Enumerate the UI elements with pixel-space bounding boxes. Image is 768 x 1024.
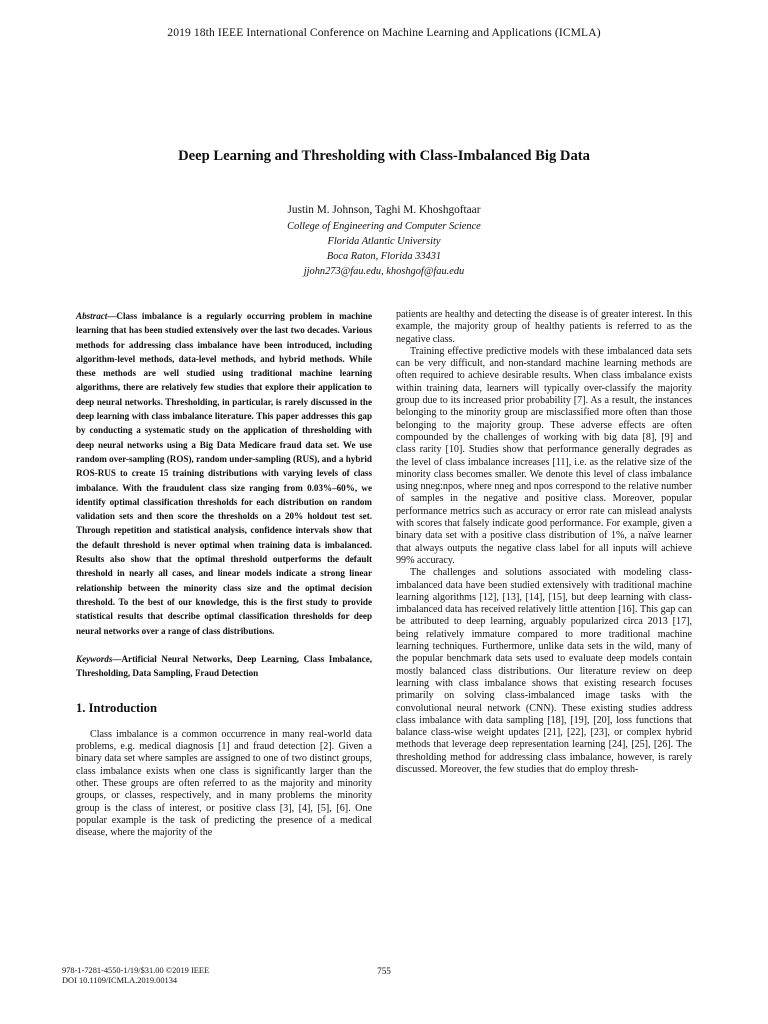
- affiliation-city: Boca Raton, Florida 33431: [326, 251, 442, 262]
- abstract-text: —Class imbalance is a regularly occurring problem in machine learning that has been studied extensively over the last two decades. Various methods for addressing class imbalance have been introduced, including algorithm-level methods, data-level methods, and hybrid methods. While these methods are well studied using traditional machine learning algorithms, there are relatively few studies that explore their application to deep neural networks. Thresholding, in particular, is rarely discussed in the deep learning with class imbalance literature. This paper addresses this gap by conducting a systematic study on the application of thresholding with deep neural networks using a Big Data Medicare fraud data set. We use random over-sampling (ROS), random under-sampling (RUS), and a hybrid ROS-RUS to create 15 training distributions with varying levels of class imbalance. With the fraudulent class size ranging from 0.03%–60%, we identify optimal classification thresholds for each distribution on random validation sets and then score the thresholds on a 20% holdout test set. Through repetition and statistical analysis, confidence intervals show that the default threshold is never optimal when training data is imbalanced. Results also show that the optimal threshold outperforms the default threshold in nearly all cases, and linear models indicate a strong linear relationship between the minority class size and the optimal decision threshold. To the best of our knowledge, this is the first study to provide statistical results that describe optimal classification thresholds for deep neural networks over a range of class distributions.: [76, 311, 372, 636]
- keywords: [76, 652, 372, 681]
- footer-doi: DOI 10.1109/ICMLA.2019.00134: [62, 976, 178, 985]
- paper-title: Deep Learning and Thresholding with Class-Imbalanced Big Data: [178, 148, 590, 164]
- keywords-label: Keywords: [76, 653, 113, 664]
- page-number: 755: [377, 966, 391, 976]
- footer-isbn: 978-1-7281-4550-1/19/$31.00 ©2019 IEEE: [62, 966, 210, 975]
- right-paragraph-1: patients are healthy and detecting the disease is of greater interest. In this example, the majority group of healthy patients is referred to as the negative class.: [396, 309, 692, 345]
- right-paragraph-3: The challenges and solutions associated with modeling class-imbalanced data have been studied extensively with traditional machine learning algorithms [12], [13], [14], [15], but deep learning with class-imbalanced data has received relatively little attention [16]. This gap can be attributed to deep learning, arguably popularized circa 2013 [17], being relatively immature compared to more traditional machine learning techniques. Furthermore, unlike data sets in the wild, many of the popular benchmark data sets used to evaluate deep models contain mostly balanced class distributions. Our literature review on deep learning with class imbalance shows that existing research focuses primarily on solving class-imbalanced image tasks with the convolutional neural network (CNN). These existing studies address class imbalance with data sampling [18], [19], [20], loss functions that balance class-wise weight updates [21], [22], [23], or complex hybrid methods that leverage deep representation learning [24], [25], [26]. The thresholding method for addressing class imbalance, however, is rarely discussed. Moreover, the few studies that do employ thresh-: [396, 567, 692, 775]
- affiliation-university: Florida Atlantic University: [327, 236, 441, 247]
- abstract-label: Abstract: [76, 311, 108, 321]
- right-paragraph-2: Training effective predictive models with these imbalanced data sets can be very difficult, and non-standard machine learning methods are often required to achieve desirable results. When class imbalance exists within training data, learners will typically over-classify the majority group due to its increased prior probability [7]. As a result, the instances belonging to the minority group are misclassified more often than those belonging to the majority group. These adverse effects are often compounded by the challenges of working with big data [8], [9] and class rarity [10]. Studies show that performance generally degrades as the level of class imbalance increases [11], i.e. as the relative size of the minority class becomes smaller. We denote this level of class imbalance using nneg:npos, where nneg and npos correspond to the relative number of samples in the negative and positive class. Moreover, popular performance metrics such as accuracy or error rate can mislead analysts with scores that falsely indicate good performance. For example, given a binary data set with a positive class distribution of 1%, a naïve learner that always outputs the negative class label for all inputs will achieve 99% accuracy.: [396, 345, 692, 566]
- section-heading-introduction: 1. Introduction: [76, 701, 157, 716]
- author-emails: jjohn273@fau.edu, khoshgof@fau.edu: [303, 266, 465, 277]
- affiliation-college: College of Engineering and Computer Science: [287, 221, 481, 232]
- keywords-text: —Artificial Neural Networks, Deep Learning, Class Imbalance, Thresholding, Data Sampling, Fraud Detection: [76, 653, 372, 679]
- right-column: [396, 309, 692, 776]
- intro-paragraph: Class imbalance is a common occurrence in many real-world data problems, e.g. medical diagnosis [1] and fraud detection [2]. Given a binary data set where samples are assigned to one of two distinct groups, class imbalance exists when one class is significantly larger than the other. These groups are often referred to as the majority and minority groups, or classes, respectively, and in many problems the minority group is the class of interest, or positive class [3], [4], [5], [6]. One popular example is the task of predicting the presence of a medical disease, where the majority of the: [76, 728, 372, 839]
- left-column: [76, 309, 372, 839]
- conference-header: 2019 18th IEEE International Conference on Machine Learning and Applications (ICMLA): [167, 26, 601, 39]
- author-names: Justin M. Johnson, Taghi M. Khoshgoftaar: [287, 204, 481, 216]
- abstract: [76, 309, 372, 638]
